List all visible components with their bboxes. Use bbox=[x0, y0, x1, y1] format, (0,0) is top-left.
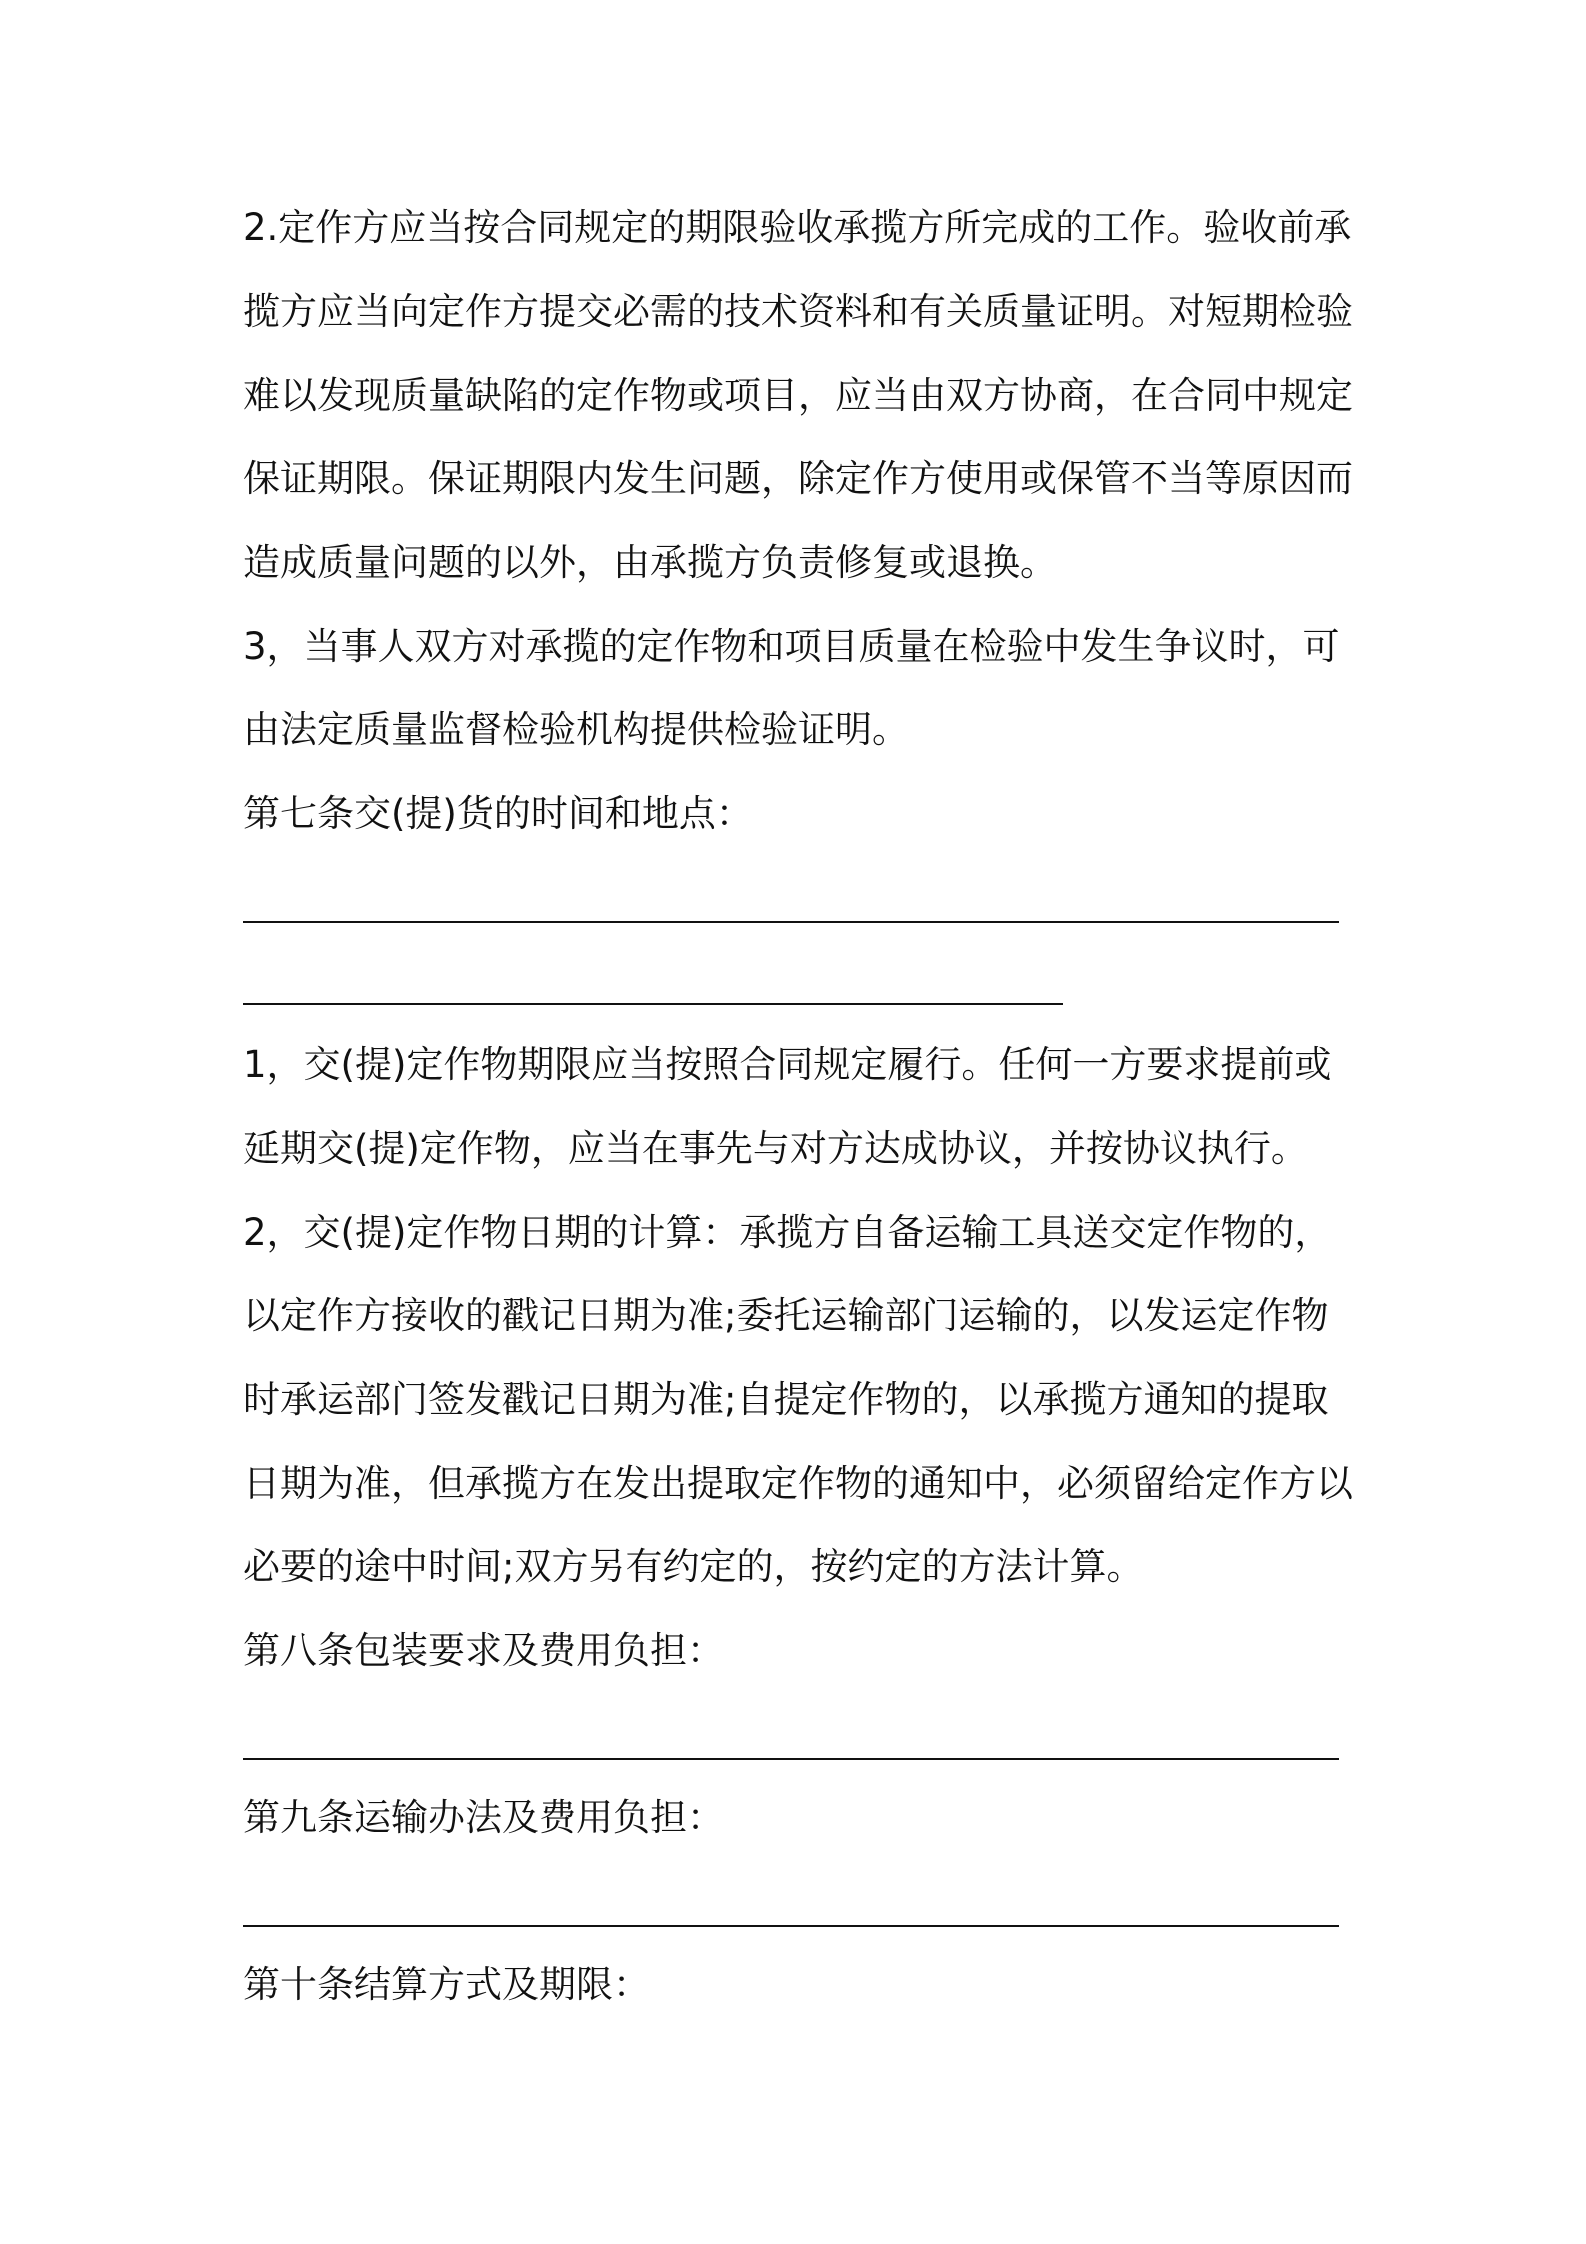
paragraph-line: 造成质量问题的以外，由承揽方负责修复或退换。 bbox=[243, 541, 1057, 584]
paragraph-line: 以定作方接收的戳记日期为准;委托运输部门运输的，以发运定作物 bbox=[243, 1294, 1329, 1337]
section-heading: 第十条结算方式及期限： bbox=[243, 1963, 650, 2006]
paragraph-line: 2，交(提)定作物日期的计算：承揽方自备运输工具送交定作物的， bbox=[243, 1211, 1332, 1254]
paragraph-line: 日期为准，但承揽方在发出提取定作物的通知中，必须留给定作方以 bbox=[243, 1462, 1353, 1505]
paragraph-line: 必要的途中时间;双方另有约定的，按约定的方法计算。 bbox=[243, 1545, 1144, 1588]
fill-in-blank-line bbox=[243, 921, 1339, 923]
paragraph-line: 由法定质量监督检验机构提供检验证明。 bbox=[243, 708, 909, 751]
paragraph-line: 时承运部门签发戳记日期为准;自提定作物的，以承揽方通知的提取 bbox=[243, 1378, 1329, 1421]
paragraph-line: 2.定作方应当按合同规定的期限验收承揽方所完成的工作。验收前承 bbox=[243, 206, 1352, 249]
paragraph-line: 1，交(提)定作物期限应当按照合同规定履行。任何一方要求提前或 bbox=[243, 1043, 1332, 1086]
paragraph-line: 延期交(提)定作物，应当在事先与对方达成协议，并按协议执行。 bbox=[243, 1127, 1308, 1170]
paragraph-line: 揽方应当向定作方提交必需的技术资料和有关质量证明。对短期检验 bbox=[243, 290, 1353, 333]
section-heading: 第七条交(提)货的时间和地点： bbox=[243, 792, 753, 835]
fill-in-blank-line bbox=[243, 1925, 1339, 1927]
paragraph-line: 3，当事人双方对承揽的定作物和项目质量在检验中发生争议时，可 bbox=[243, 625, 1340, 668]
paragraph-line: 保证期限。保证期限内发生问题，除定作方使用或保管不当等原因而 bbox=[243, 457, 1353, 500]
fill-in-blank-line bbox=[243, 1003, 1063, 1005]
section-heading: 第八条包装要求及费用负担： bbox=[243, 1629, 724, 1672]
fill-in-blank-line bbox=[243, 1758, 1339, 1760]
section-heading: 第九条运输办法及费用负担： bbox=[243, 1796, 724, 1839]
paragraph-line: 难以发现质量缺陷的定作物或项目，应当由双方协商，在合同中规定 bbox=[243, 374, 1353, 417]
